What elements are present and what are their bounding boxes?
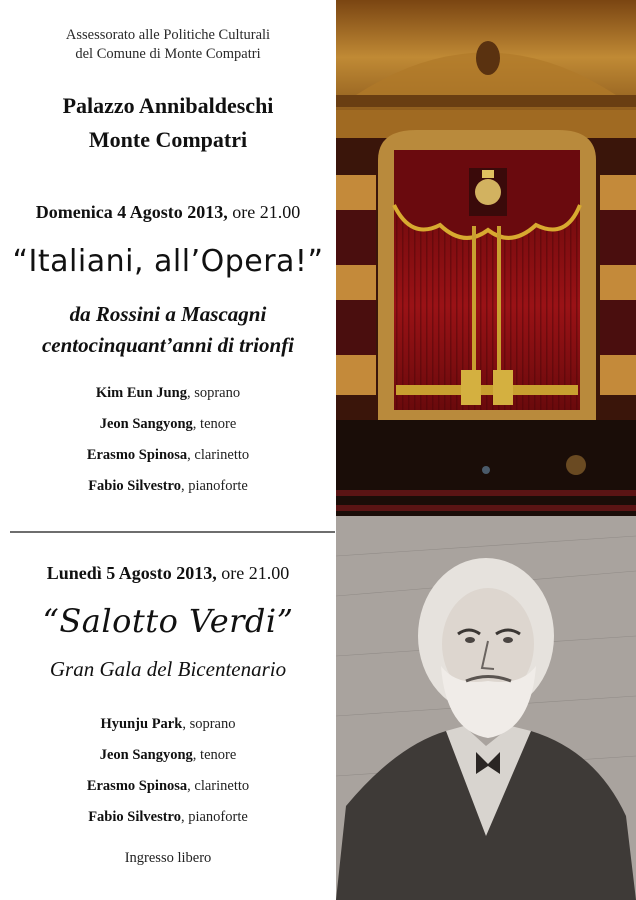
event-2-title: “Salotto Verdi”	[42, 602, 294, 640]
event-1-performer	[0, 447, 336, 464]
performer-name: Fabio Silvestro	[88, 809, 181, 825]
event-1-date	[0, 202, 336, 223]
event-2-time: ore 21.00	[216, 563, 290, 583]
organizer-line-2: del Comune di Monte Compatri	[75, 46, 261, 62]
event-2-performer	[0, 778, 336, 795]
performer-role: , pianoforte	[180, 478, 248, 494]
performer-role: , soprano	[186, 385, 241, 401]
performer-name: Erasmo Spinosa	[86, 778, 188, 794]
performer-name: Kim Eun Jung	[95, 385, 187, 401]
event-1-performer	[0, 478, 336, 495]
venue-town: Monte Compatri	[88, 127, 248, 152]
event-2-performer	[0, 747, 336, 764]
performer-role: , pianoforte	[180, 809, 248, 825]
performer-name: Erasmo Spinosa	[86, 447, 188, 463]
event-1-performer	[0, 416, 336, 433]
opera-theatre-image	[336, 0, 636, 516]
performer-name: Fabio Silvestro	[88, 478, 181, 494]
performer-name: Hyunju Park	[100, 716, 183, 732]
event-2-subtitle: Gran Gala del Bicentenario	[49, 657, 287, 681]
event-1-subtitle-2: centocinquant’anni di trionfi	[41, 333, 295, 357]
event-1-performer	[0, 385, 336, 402]
performer-role: , tenore	[192, 416, 237, 432]
event-1-subtitle-1: da Rossini a Mascagni	[69, 302, 267, 326]
portrait-illustration	[336, 516, 636, 900]
theatre-illustration	[336, 0, 636, 516]
event-2-date	[0, 563, 336, 584]
performer-role: , soprano	[182, 716, 236, 732]
event-2-performer	[0, 809, 336, 826]
performer-name: Jeon Sangyong	[99, 416, 193, 432]
admission-note: Ingresso libero	[124, 850, 212, 866]
verdi-portrait-image	[336, 516, 636, 900]
event-2-date-bold: Lunedì 5 Agosto 2013,	[46, 563, 217, 583]
performer-role: , clarinetto	[187, 778, 250, 794]
event-1-time: ore 21.00	[227, 202, 301, 222]
event-1-title: “Italiani, all’Opera!”	[12, 244, 324, 279]
section-divider	[10, 531, 335, 533]
organizer-line-1: Assessorato alle Politiche Culturali	[65, 27, 271, 43]
performer-role: , clarinetto	[187, 447, 250, 463]
venue-name: Palazzo Annibaldeschi	[62, 93, 274, 118]
event-1-date-bold: Domenica 4 Agosto 2013,	[35, 202, 228, 222]
event-2-performer	[0, 716, 336, 733]
performer-name: Jeon Sangyong	[99, 747, 193, 763]
performer-role: , tenore	[192, 747, 237, 763]
